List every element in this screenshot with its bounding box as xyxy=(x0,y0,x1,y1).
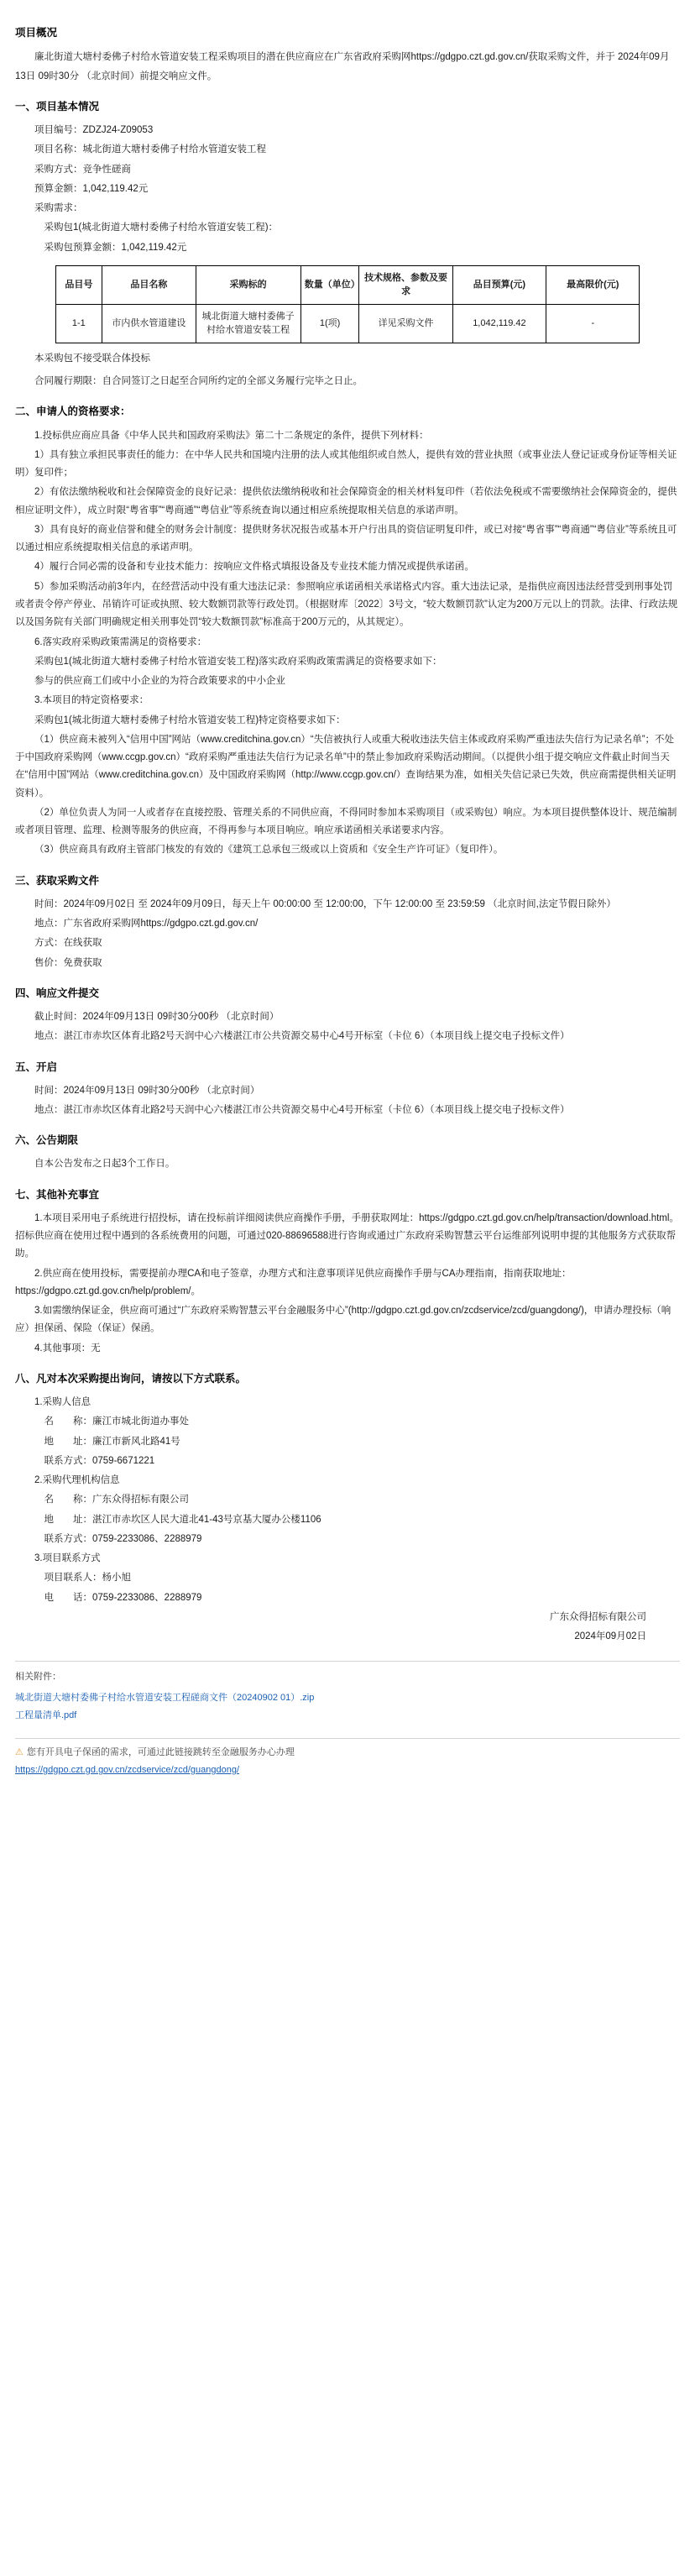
qualification-line-9: 参与的供应商工们或中小企业的为符合政策要求的中小企业 xyxy=(34,676,285,687)
qualification-line-3: 2）有依法缴纳税收和社会保障资金的良好记录：提供依法缴纳税收和社会保障资金的相关材料复印件（若依法免税或不需要缴纳社会保障资金的，提供相应证明文件），成立时限“粤省事”“粤商通”“粤信业”等系统查询以通过相应系统提取相关信息的承诺声明。 xyxy=(15,487,677,516)
overview-text: 廉北街道大塘村委佛子村给水管道安装工程采购项目的潜在供应商应在广东省政府采购网https://gdgpo.czt.gd.gov.cn/获取采购文件，并于 2024年09月13日 09时30分 （北京时间）前提交响应文件。 xyxy=(15,52,670,81)
cell-item-name: 市内供水管道建设 xyxy=(102,304,196,343)
project-contact-person: 项目联系人：杨小旭 xyxy=(44,1573,131,1584)
opening-time: 时间：2024年09月13日 09时30分00秒 （北京时间） xyxy=(34,1085,260,1096)
cell-max-price: - xyxy=(546,304,640,343)
announcement-period-text: 自本公告发布之日起3个工作日。 xyxy=(34,1159,175,1170)
qualification-line-2: 1）具有独立承担民事责任的能力：在中华人民共和国境内注册的法人或其他组织或自然人，提供有效的营业执照（或事业法人登记证或身份证等相关证明）复印件； xyxy=(15,449,677,479)
get-doc-price: 售价：免费获取 xyxy=(34,957,102,968)
section-title-submit-response: 四、响应文件提交 xyxy=(15,987,100,999)
table-row xyxy=(55,304,640,343)
qualification-line-12: （1）供应商未被列入“信用中国”网站（www.creditchina.gov.cn）“失信被执行人或重大税收违法失信主体或政府采购严重违法失信行为记录名单”；不处于中国政府采购网（www.ccgp.gov.cn）“政府采购严重违法失信行为记录名单”中的禁止参加政府采购活动期间。（以提供小组于提交响应文件截止时间当天在“信用中国”网站（www.creditchina.gov.cn）及中国政府采购网（http://www.ccgp.gov.cn/）查询结果为准，如相关失信记录已失效，供应商需提供相关证明资料）。 xyxy=(15,734,677,798)
cell-item-no: 1-1 xyxy=(55,304,102,343)
project-contact-phone: 电 话：0759-2233086、2288979 xyxy=(44,1592,202,1603)
supplementary-line-3: 3.如需缴纳保证金，供应商可通过“广东政府采购智慧云平台金融服务中心”(http://gdgpo.czt.gd.gov.cn/zcdservice/zcd/guangdong/)，申请办理投标（响应）担保函、保险（保证）保函。 xyxy=(15,1306,671,1334)
submit-location: 地点：湛江市赤坎区体育北路2号天润中心六楼湛江市公共资源交易中心4号开标室（卡位 6）（本项目线上提交电子投标文件） xyxy=(34,1031,570,1042)
qualification-line-7: 6.落实政府采购政策需满足的资格要求： xyxy=(34,636,207,647)
signature-date: 2024年09月02日 xyxy=(574,1631,646,1642)
finance-notice-row xyxy=(15,1744,680,1761)
purchaser-contact: 联系方式：0759-6671221 xyxy=(44,1455,155,1466)
project-contact-heading: 3.项目联系方式 xyxy=(34,1553,101,1564)
warning-icon: ⚠ xyxy=(15,1747,24,1758)
project-name: 项目名称：城北街道大塘村委佛子村给水管道安装工程 xyxy=(34,144,266,155)
purchaser-heading: 1.采购人信息 xyxy=(34,1396,91,1407)
cell-specs: 详见采购文件 xyxy=(359,304,452,343)
qualification-line-1: 1.投标供应商应具备《中华人民共和国政府采购法》第二十二条规定的条件，提供下列材料： xyxy=(34,430,429,441)
signature-company: 广东众得招标有限公司 xyxy=(550,1611,646,1622)
section-title-contacts: 八、凡对本次采购提出询问，请按以下方式联系。 xyxy=(15,1372,247,1385)
get-doc-time: 时间：2024年09月02日 至 2024年09月09日，每天上午 00:00:00 至 12:00:00，下午 12:00:00 至 23:59:59 （北京时间,法定节假日除外） xyxy=(34,898,616,909)
qualification-line-10: 3.本项目的特定资格要求： xyxy=(34,695,149,706)
qualification-line-13: （2）单位负责人为同一人或者存在直接控股、管理关系的不同供应商，不得同时参加本采购项目（或采购包）响应。为本项目提供整体设计、规范编制或者项目管理、监理、检测等服务的供应商，不得再参与本项目响应。响应承诺函相关承诺要求内容。 xyxy=(15,807,677,836)
col-item-budget: 品目预算(元) xyxy=(452,265,546,304)
cell-item-budget: 1,042,119.42 xyxy=(452,304,546,343)
opening-location: 地点：湛江市赤坎区体育北路2号天润中心六楼湛江市公共资源交易中心4号开标室（卡位 6）（本项目线上提交电子投标文件） xyxy=(34,1104,570,1115)
col-specs: 技术规格、参数及要求 xyxy=(359,265,452,304)
procurement-demand-label: 采购需求： xyxy=(34,203,83,214)
agency-heading: 2.采购代理机构信息 xyxy=(34,1475,120,1486)
agency-name: 名 称：广东众得招标有限公司 xyxy=(44,1495,189,1505)
purchaser-name: 名 称：廉江市城北街道办事处 xyxy=(44,1416,189,1427)
get-doc-method: 方式：在线获取 xyxy=(34,938,102,949)
section-title-qualification: 二、申请人的资格要求： xyxy=(15,406,131,418)
bid-items-table xyxy=(55,265,640,343)
section-title-supplementary: 七、其他补充事宜 xyxy=(15,1188,100,1201)
attachments-section xyxy=(15,1661,680,1733)
table-header-row xyxy=(55,265,640,304)
agency-contact: 联系方式：0759-2233086、2288979 xyxy=(44,1533,202,1544)
package-1-name: 采购包1(城北街道大塘村委佛子村给水管道安装工程)： xyxy=(44,223,279,233)
section-title-overview: 项目概况 xyxy=(15,27,58,39)
supplementary-line-4: 4.其他事项：无 xyxy=(34,1343,101,1353)
section-title-get-documents: 三、获取采购文件 xyxy=(15,874,100,887)
cell-procurement-target: 城北街道大塘村委佛子村给水管道安装工程 xyxy=(196,304,300,343)
no-consortium-note: 本采购包不接受联合体投标 xyxy=(34,353,150,364)
attachments-title: 相关附件： xyxy=(15,1672,61,1683)
col-max-price: 最高限价(元) xyxy=(546,265,640,304)
attachment-link-2[interactable]: 工程量清单.pdf xyxy=(15,1710,77,1721)
agency-address: 地 址：湛江市赤坎区人民大道北41-43号京基大厦办公楼1106 xyxy=(44,1514,321,1525)
finance-notice-text: 您有开具电子保函的需求，可通过此链接跳转至金融服务办心办理 xyxy=(26,1747,295,1758)
section-title-announcement-period: 六、公告期限 xyxy=(15,1134,79,1147)
qualification-line-5: 4）履行合同必需的设备和专业技术能力：按响应文件格式填报设备及专业技术能力情况或提供承诺函。 xyxy=(34,562,474,573)
finance-notice xyxy=(15,1738,680,1780)
qualification-line-8: 采购包1(城北街道大塘村委佛子村给水管道安装工程)落实政府采购政策需满足的资格要求如下： xyxy=(34,656,442,667)
submit-deadline: 截止时间：2024年09月13日 09时30分00秒 （北京时间） xyxy=(34,1012,280,1023)
finance-service-link[interactable]: https://gdgpo.czt.gd.gov.cn/zcdservice/zcd/guangdong/ xyxy=(15,1764,240,1775)
project-number: 项目编号：ZDZJ24-Z09053 xyxy=(34,125,154,136)
budget-amount: 预算金额：1,042,119.42元 xyxy=(34,183,149,194)
qualification-line-14: （3）供应商具有政府主管部门核发的有效的《建筑工总承包三级或以上资质和《安全生产许可证》（复印件）。 xyxy=(34,845,504,856)
package-1-budget: 采购包预算金额：1,042,119.42元 xyxy=(44,242,187,253)
qualification-line-4: 3）具有良好的商业信誉和健全的财务会计制度：提供财务状况报告或基本开户行出具的资信证明复印件，或已对接“粤省事”“粤商通”“粤信业”等系统且可以通过相应系统提取相关信息的承诺声明。 xyxy=(15,524,677,553)
contract-period-note: 合同履行期限：自合同签订之日起至合同所约定的全部义务履行完毕之日止。 xyxy=(34,376,363,387)
supplementary-line-1: 1.本项目采用电子系统进行招投标，请在投标前详细阅读供应商操作手册，手册获取网址：https://gdgpo.czt.gd.gov.cn/help/transaction/download.html。招标供应商在使用过程中遇到的各系统费用的问题，可通过020-88696588进行咨询或通过广东政府采购智慧云平台运维部列说明申提的其他服务方式获取帮助。 xyxy=(15,1212,679,1259)
section-title-basic-info: 一、项目基本情况 xyxy=(15,100,100,113)
supplementary-line-2: 2.供应商在使用投标，需要提前办理CA和电子签章，办理方式和注意事项详见供应商操作手册与CA办理指南，指南获取地址：https://gdgpo.czt.gd.gov.cn/help/problem/。 xyxy=(15,1268,572,1296)
cell-quantity: 1(项) xyxy=(300,304,359,343)
attachment-link-1[interactable]: 城北街道大塘村委佛子村给水管道安装工程磋商文件（20240902 01）.zip xyxy=(15,1692,315,1703)
col-procurement-target: 采购标的 xyxy=(196,265,300,304)
col-item-name: 品目名称 xyxy=(102,265,196,304)
purchaser-address: 地 址：廉江市新风北路41号 xyxy=(44,1436,180,1447)
get-doc-location: 地点：广东省政府采购网https://gdgpo.czt.gd.gov.cn/ xyxy=(34,919,259,929)
col-quantity: 数量（单位） xyxy=(300,265,359,304)
col-item-no: 品目号 xyxy=(55,265,102,304)
procurement-method: 采购方式：竞争性磋商 xyxy=(34,164,131,175)
qualification-line-6: 5）参加采购活动前3年内，在经营活动中没有重大违法记录：参照响应承诺函相关承诺格式内容。重大违法记录，是指供应商因违法经营受到刑事处罚或者责令停产停业、吊销许可证或执照、较大数额罚款等行政处罚。（根据财库〔2022〕3号文，“较大数额罚款”认定为200万元以上的罚款。法律、行政法规以及国务院有关部门明确规定相关刑事处罚“较大数额罚款”标准高于200万元的，从其规定）。 xyxy=(15,581,678,628)
qualification-line-11: 采购包1(城北街道大塘村委佛子村给水管道安装工程)特定资格要求如下： xyxy=(34,715,346,725)
section-title-bid-opening: 五、开启 xyxy=(15,1060,58,1073)
